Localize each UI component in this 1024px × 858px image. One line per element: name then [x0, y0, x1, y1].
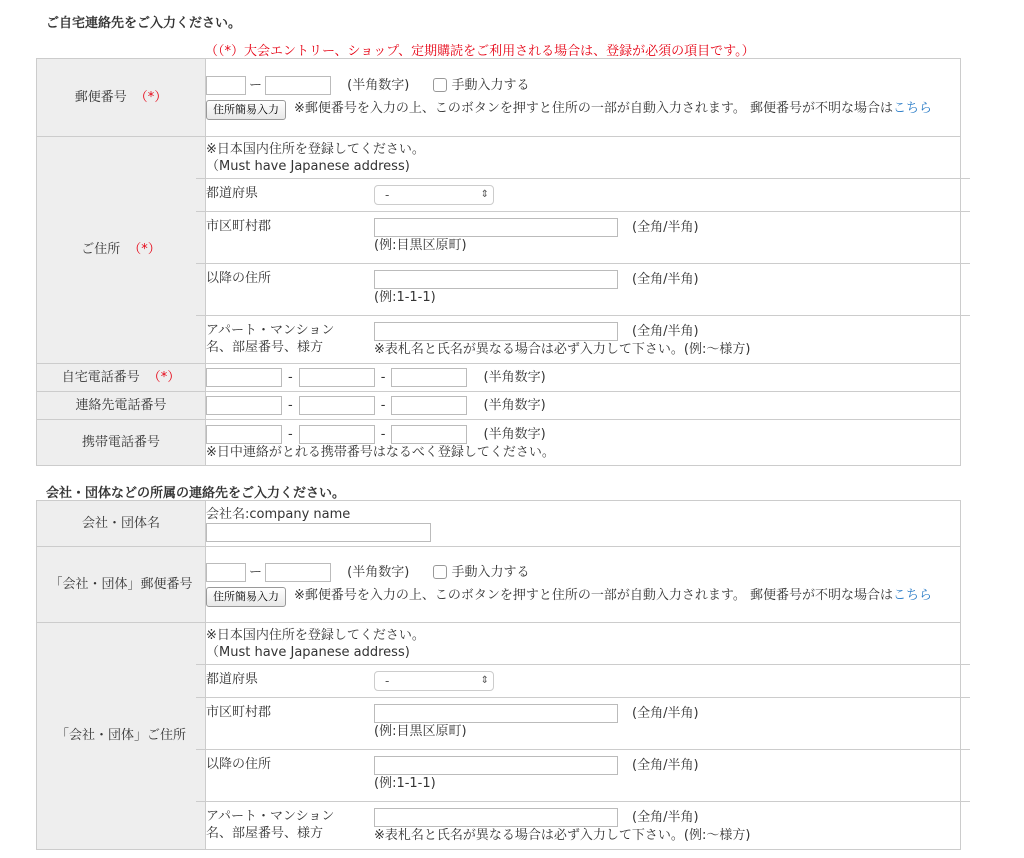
prefecture-label: 都道府県	[206, 186, 259, 201]
required-mark: （*）	[147, 369, 181, 385]
company-postal-label: 「会社・団体」郵便番号	[49, 576, 193, 592]
company-apartment-note: ※表札名と氏名が異なる場合は必ず入力して下さい。(例:〜様方)	[374, 828, 751, 843]
mobile-2-input[interactable]	[299, 425, 375, 444]
company-manual-input-label[interactable]: 手動入力する	[451, 564, 530, 580]
manual-input-checkbox[interactable]	[433, 78, 447, 92]
street-label: 以降の住所	[206, 271, 272, 286]
dash: -	[288, 426, 293, 442]
address-note: ※日本国内住所を登録してください。	[206, 142, 425, 157]
city-example: (例:目黒区原町)	[374, 238, 467, 253]
company-city-label: 市区町村郡	[206, 705, 272, 720]
apartment-label: アパート・マンション 名、部屋番号、様方	[206, 323, 335, 355]
address-lookup-button[interactable]: 住所簡易入力	[206, 100, 286, 120]
home-phone-2-input[interactable]	[299, 368, 375, 387]
apartment-note: ※表札名と氏名が異なる場合は必ず入力して下さい。(例:〜様方)	[374, 342, 751, 357]
home-contact-table	[36, 58, 961, 466]
manual-input-label[interactable]: 手動入力する	[451, 77, 530, 93]
company-address-label-cell	[37, 623, 206, 850]
contact-phone-3-input[interactable]	[391, 396, 467, 415]
mobile-3-input[interactable]	[391, 425, 467, 444]
city-input[interactable]	[374, 218, 618, 237]
city-label: 市区町村郡	[206, 219, 272, 234]
company-postal-1-input[interactable]	[206, 563, 246, 582]
contact-phone-label-cell	[37, 392, 206, 420]
home-phone-3-input[interactable]	[391, 368, 467, 387]
postal-label: 郵便番号	[74, 89, 127, 105]
company-street-example: (例:1-1-1)	[374, 776, 436, 791]
dash: -	[380, 398, 386, 413]
company-contact-table	[36, 500, 961, 850]
company-postal-label-cell	[37, 547, 206, 623]
required-notice: （（*）大会エントリー、ショップ、定期購読をご利用される場合は、登録が必須の項目です。）	[205, 44, 755, 59]
company-postal-hint: (半角数字)	[347, 564, 410, 580]
company-address-label: 「会社・団体」ご住所	[55, 728, 186, 743]
contact-phone-label: 連絡先電話番号	[75, 397, 167, 413]
postal-description: ※郵便番号を入力の上、このボタンを押すと住所の一部が自動入力されます。 郵便番号が不明な場合はこちら	[294, 100, 933, 116]
company-postal-help-link[interactable]: こちら	[893, 587, 933, 603]
home-phone-label: 自宅電話番号	[61, 369, 140, 385]
company-name-label-cell	[37, 501, 206, 547]
company-city-unit: (全角/半角)	[632, 706, 699, 721]
company-street-label: 以降の住所	[206, 757, 272, 772]
address-label-cell	[37, 137, 206, 364]
company-street-unit: (全角/半角)	[632, 758, 699, 773]
mobile-note: ※日中連絡がとれる携帯番号はなるべく登録してください。	[206, 444, 555, 460]
address-label: ご住所	[81, 242, 121, 257]
company-prefecture-label: 都道府県	[206, 672, 259, 687]
postal-help-link[interactable]: こちら	[893, 100, 933, 116]
dash: ー	[249, 564, 263, 580]
contact-phone-hint: (半角数字)	[483, 398, 546, 413]
chevron-updown-icon: ⇕	[480, 675, 489, 686]
chevron-updown-icon: ⇕	[480, 189, 489, 200]
company-section-title: 会社・団体などの所属の連絡先をご入力ください。	[46, 486, 346, 501]
company-postal-2-input[interactable]	[265, 563, 331, 582]
required-mark: （*）	[128, 242, 161, 257]
postal-code-2-input[interactable]	[265, 76, 331, 95]
home-phone-label-cell	[37, 364, 206, 392]
contact-phone-1-input[interactable]	[206, 396, 282, 415]
company-postal-description: ※郵便番号を入力の上、このボタンを押すと住所の一部が自動入力されます。 郵便番号が不明な場合はこちら	[294, 587, 933, 603]
address-note-en: （Must have Japanese address)	[206, 159, 410, 174]
apartment-unit: (全角/半角)	[632, 324, 699, 339]
dash: -	[288, 398, 293, 413]
company-manual-input-checkbox[interactable]	[433, 565, 447, 579]
mobile-1-input[interactable]	[206, 425, 282, 444]
home-phone-1-input[interactable]	[206, 368, 282, 387]
company-street-input[interactable]	[374, 756, 618, 775]
mobile-label-cell	[37, 420, 206, 466]
company-apartment-input[interactable]	[374, 808, 618, 827]
mobile-hint: (半角数字)	[483, 426, 546, 442]
company-address-lookup-button[interactable]: 住所簡易入力	[206, 587, 286, 607]
company-apartment-label: アパート・マンション 名、部屋番号、様方	[206, 809, 335, 841]
company-prefecture-select[interactable]: - ⇕	[374, 671, 494, 691]
company-address-note: ※日本国内住所を登録してください。	[206, 628, 425, 643]
company-city-example: (例:目黒区原町)	[374, 724, 467, 739]
contact-phone-2-input[interactable]	[299, 396, 375, 415]
company-name-input[interactable]	[206, 523, 431, 542]
dash: ー	[249, 77, 263, 93]
postal-code-1-input[interactable]	[206, 76, 246, 95]
company-address-note-en: （Must have Japanese address)	[206, 645, 410, 660]
street-input[interactable]	[374, 270, 618, 289]
dash: -	[380, 426, 386, 442]
home-section-title: ご自宅連絡先をご入力ください。	[46, 16, 242, 31]
required-mark: （*）	[134, 89, 168, 105]
dash: -	[380, 370, 386, 385]
city-unit: (全角/半角)	[632, 220, 699, 235]
mobile-label: 携帯電話番号	[81, 434, 160, 450]
street-example: (例:1-1-1)	[374, 290, 436, 305]
company-apartment-unit: (全角/半角)	[632, 810, 699, 825]
prefecture-select[interactable]: - ⇕	[374, 185, 494, 205]
apartment-input[interactable]	[374, 322, 618, 341]
street-unit: (全角/半角)	[632, 272, 699, 287]
postal-label-cell	[37, 59, 206, 137]
home-phone-hint: (半角数字)	[483, 370, 546, 385]
company-city-input[interactable]	[374, 704, 618, 723]
company-name-label: 会社・団体名	[81, 515, 160, 531]
dash: -	[288, 370, 293, 385]
postal-hint: (半角数字)	[347, 77, 410, 93]
company-name-caption: 会社名:company name	[206, 506, 351, 522]
